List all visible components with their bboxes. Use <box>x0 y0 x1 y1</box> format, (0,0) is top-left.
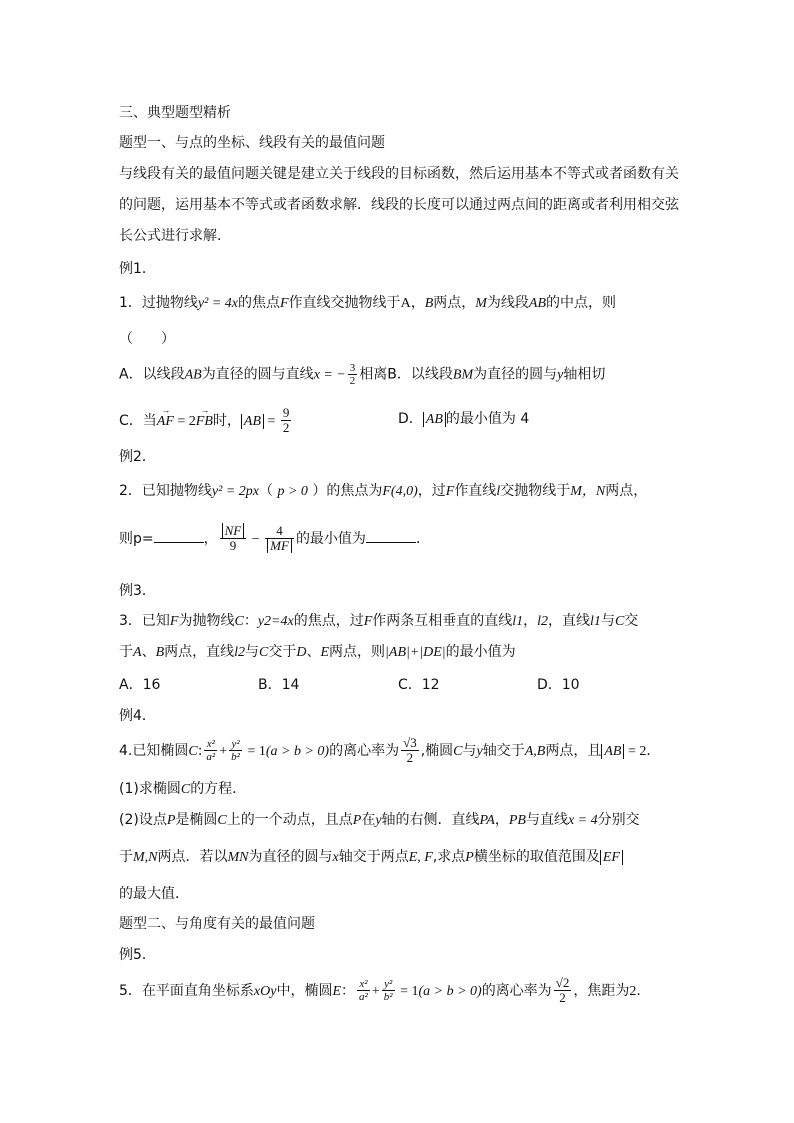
fraction-x2-over-a2: $\frac{\text{x²}}{\text{a²}}$ <box>206 738 216 764</box>
question-4-part-2-line-2: 于M,N两点．若以MN为直径的圆与x轴交于两点E, F,求点P横坐标的取值范围及 EF <box>119 850 623 865</box>
intro-line-2: 的问题，运用基本不等式或者函数求解．线段的长度可以通过两点间的距离或者利用相交弦 <box>119 197 679 213</box>
question-1-answer-paren: （ ） <box>119 331 175 347</box>
question-3-option-a: A．16 <box>119 677 161 693</box>
question-3-option-b: B．14 <box>258 677 300 693</box>
fraction-y2-over-b2-ex5: $\frac{\text{y²}}{\text{b²}}$ <box>383 978 393 1004</box>
question-1-option-d: D． AB 的最小值为 4 <box>398 411 530 427</box>
example-1-label: 例1． <box>119 261 156 277</box>
question-1-options-ab: A．以线段AB为直径的圆与直线x = − $\frac{3}{2}$ 相离B．以线段BM为直径的圆与y轴相切 <box>119 362 606 388</box>
fraction-3-over-2: $\frac{3}{2}$ <box>349 362 356 388</box>
type1-title: 题型一、与点的坐标、线段有关的最值问题 <box>119 135 385 151</box>
question-2-blanks: 则p= ， $\frac{NF}{9}$ − $\frac{4}{MF}$ 的最小值为 ． <box>119 523 430 554</box>
example-5-label: 例5． <box>119 947 156 963</box>
question-5-stem: 5．在平面直角坐标系xOy中，椭圆E： $\frac{\text{x²}}{\text{a²}}$ + $\frac{\text{y²}}{\text{b²}}$ = 1(a > b > 0)的离心率为 $\frac{√2}{2}$ ，焦距为2. <box>119 975 641 1006</box>
answer-blank-2 <box>366 530 416 543</box>
section-title: 三、典型题型精析 <box>119 105 231 121</box>
fraction-9-over-2: $\frac{9}{2}$ <box>282 405 290 436</box>
example-3-label: 例3． <box>119 583 156 599</box>
question-3-stem-2: 于A、B两点，直线l2与C交于D、E两点，则|AB|+|DE|的最小值为 <box>119 644 516 660</box>
question-1-stem: 1．过抛物线y² = 4x的焦点F作直线交抛物线于A，B两点，M为线段AB的中点，则 <box>119 295 617 311</box>
intro-line-1: 与线段有关的最值问题关键是建立关于线段的目标函数，然后运用基本不等式或者函数有关 <box>119 166 679 182</box>
question-1-options-cd: C．当→ AF = 2→ FB时， AB = $\frac{9}{2}$ <box>119 406 293 436</box>
example-2-label: 例2． <box>119 449 156 465</box>
answer-blank-1 <box>154 530 204 543</box>
intro-line-3: 长公式进行求解． <box>119 228 231 244</box>
type2-title: 题型二、与角度有关的最值问题 <box>119 916 315 932</box>
fraction-4-over-mf: $\frac{4}{MF}$ <box>265 524 294 554</box>
question-4-part-1: (1)求椭圆C的方程． <box>119 781 247 797</box>
fraction-x2-over-a2-ex5: $\frac{\text{x²}}{\text{a²}}$ <box>359 978 368 1004</box>
question-3-option-d: D．10 <box>537 677 580 693</box>
question-4-part-2: (2)设点P是椭圆C上的一个动点，且点P在y轴的右侧．直线PA，PB与直线x = 4分别交 <box>119 812 640 828</box>
question-3-stem: 3．已知F为抛物线C：y2=4x的焦点，过F作两条互相垂直的直线l1，l2，直线l1与C交 <box>119 613 639 629</box>
question-2-stem: 2．已知抛物线y² = 2px（ p > 0 ）的焦点为F(4,0)，过F作直线l交抛物线于M，N两点， <box>119 483 648 499</box>
fraction-y2-over-b2: $\frac{\text{y²}}{\text{b²}}$ <box>231 738 240 764</box>
example-4-label: 例4． <box>119 708 156 724</box>
question-4-stem: 4.已知椭圆C: $\frac{\text{x²}}{\text{a²}}$ + $\frac{\text{y²}}{\text{b²}}$ = 1(a > b > 0)的离心率为 $\frac{√3}{2}$ ,椭圆C与y轴交于A,B两点，且 AB = 2． <box>119 735 661 766</box>
fraction-nf-over-9: $\frac{NF}{9}$ <box>220 524 247 554</box>
fraction-sqrt3-over-2: $\frac{√3}{2}$ <box>403 735 417 766</box>
question-4-part-2-line-3: 的最大值． <box>119 886 189 902</box>
question-3-option-c: C．12 <box>398 677 440 693</box>
fraction-sqrt2-over-2: $\frac{√2}{2}$ <box>555 975 570 1006</box>
